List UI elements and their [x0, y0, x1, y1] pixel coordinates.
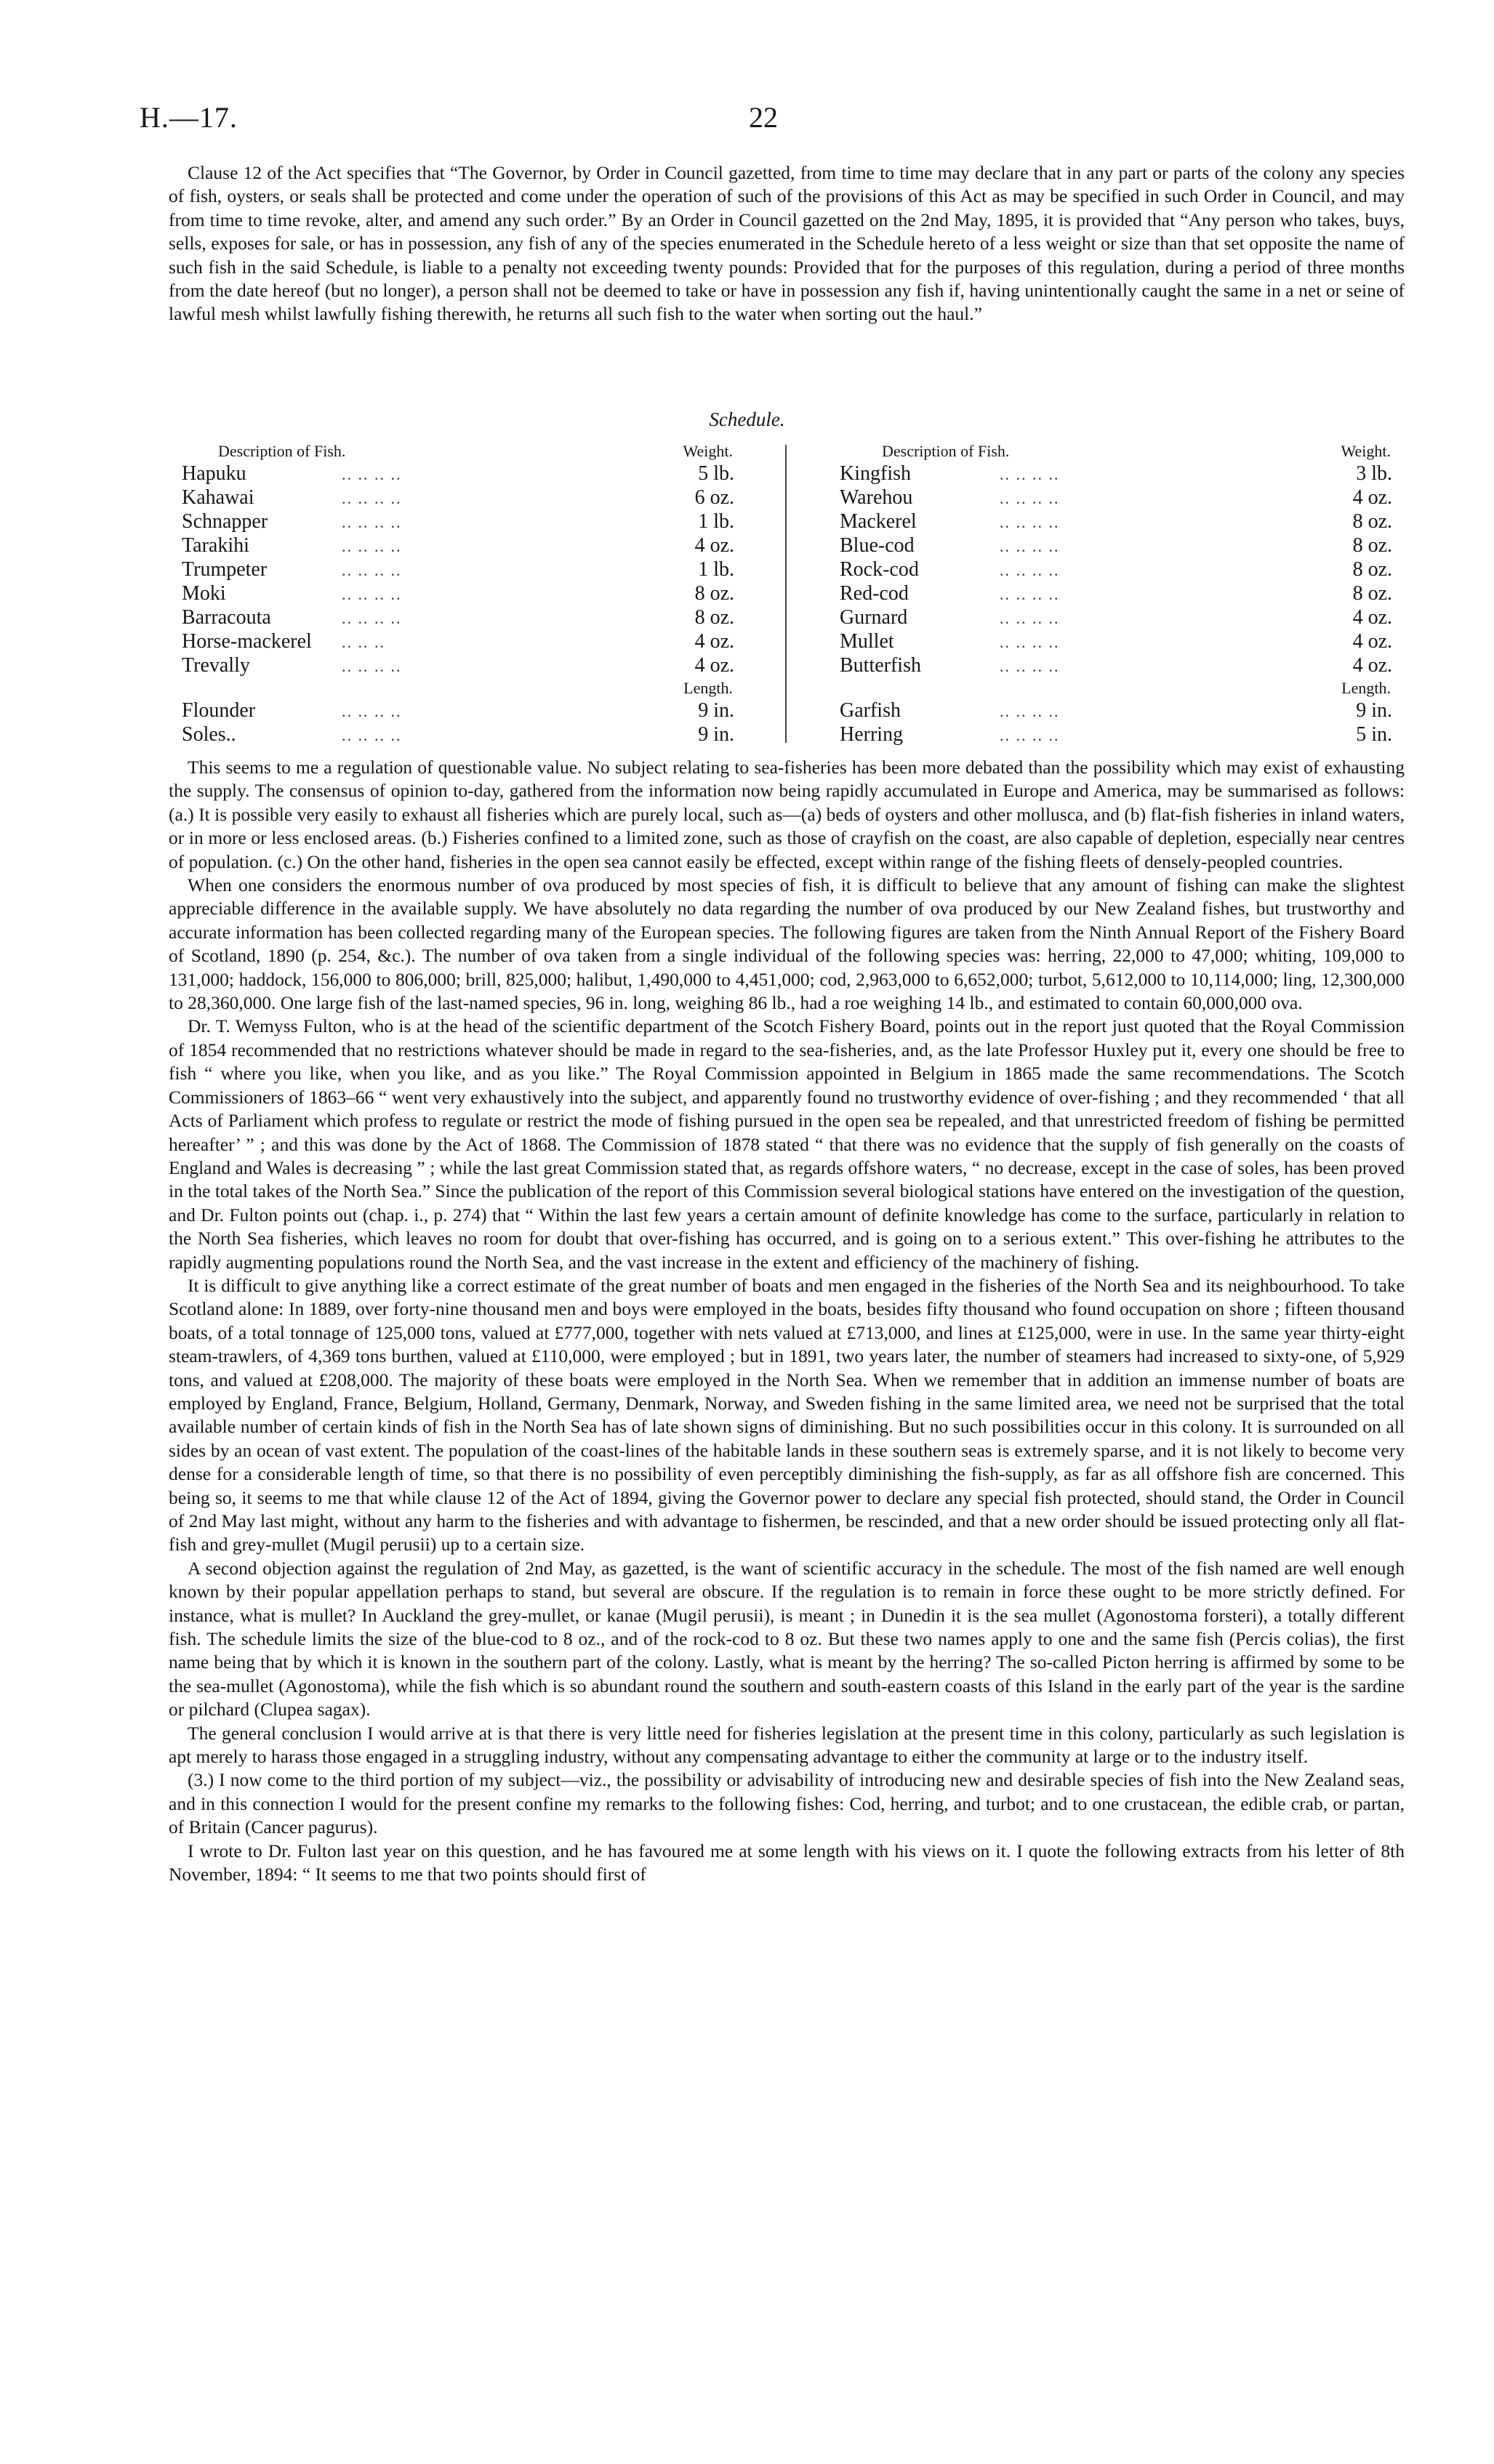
fish-name: Butterfish [840, 654, 921, 677]
minimum-size-value: 4 oz. [1352, 486, 1392, 509]
leader-dots: .. .. .. .. [342, 657, 402, 675]
schedule-row [182, 654, 734, 678]
leader-dots: .. .. .. .. [1000, 657, 1060, 675]
report-reference: H.—17. [140, 101, 238, 134]
schedule-title: Schedule. [709, 408, 785, 430]
leader-dots: .. .. .. .. [342, 537, 402, 555]
schedule-row [840, 723, 1392, 747]
fish-name: Trevally [182, 654, 250, 677]
fish-name: Flounder [182, 699, 256, 722]
paragraph-north-sea-boats: It is difficult to give anything like a correct estimate of the great number of boats and men engaged in the fisheries of the North Sea and its neighbourhood. To take Scotland alone: In 1889, over forty-nine thousand men and boys were employed in the boats, besides fifty thousand who found occupation on shore ; fifteen thousand boats, of a total tonnage of 125,000 tons, valued at £777,000, together with nets valued at £713,000, and lines at £125,000, were in use. In the same year thirty-eight steam-trawlers, of 4,369 tons burthen, valued at £110,000, were employed ; but in 1891, two years later, the number of steamers had increased to sixty-one, of 5,929 tons, and valued at £208,000. The majority of these boats were employed in the North Sea. When we remember that in addition an immense number of boats are employed by England, France, Belgium, Holland, Germany, Denmark, Norway, and Sweden fishing in the same limited area, we need not be surprised that the total available number of certain kinds of fish in the North Sea has of late shown signs of diminishing. But no such possibilities occur in this colony. It is surrounded on all sides by an ocean of vast extent. The population of the coast-lines of the habitable lands in these southern seas is extremely sparse, and it is not likely to become very dense for a considerable length of time, so that there is no possibility of even perceptibly diminishing the fish-supply, as far as all offshore fish are concerned. This being so, it seems to me that while clause 12 of the Act of 1894, giving the Governor power to declare any special fish protected, should stand, the Order in Council of 2nd May last might, without any harm to the fisheries and with advantage to fishermen, be rescinded, and that a new order should be issued protecting only all flat-fish and grey-mullet (Mugil perusii) up to a certain size. [169, 1274, 1405, 1555]
left-desc-header: Description of Fish. [218, 442, 346, 460]
leader-dots: .. .. .. [342, 633, 385, 651]
right-weight-header: Weight. [1341, 442, 1391, 460]
fish-name: Mackerel [840, 510, 917, 533]
paragraph-fulton-report: Dr. T. Wemyss Fulton, who is at the head of the scientific department of the Scotch Fishery Board, points out in the report just quoted that the Royal Commission of 1854 recommended that no restrictions whatever should be made in regard to the sea-fisheries, and, as the late Professor Huxley put it, every one should be free to fish “ where you like, when you like, and as you like.” The Royal Commission appointed in Belgium in 1865 made the same recommendations. The Scotch Commissioners of 1863–66 “ went very exhaustively into the subject, and apparently found no trustworthy evidence of over-fishing ; and they recommended ‘ that all Acts of Parliament which profess to regulate or restrict the mode of fishing pursued in the open sea be repealed, and that unrestricted freedom of fishing be permitted hereafter’ ” ; and this was done by the Act of 1868. The Commission of 1878 stated “ that there was no evidence that the supply of fish generally on the coasts of England and Wales is decreasing ” ; while the last great Commission stated that, as regards offshore waters, “ no decrease, except in the case of soles, has been proved in the total takes of the North Sea.” Since the publication of the report of this Commission several biological stations have entered on the investigation of the question, and Dr. Fulton points out (chap. i., p. 274) that “ Within the last few years a certain amount of definite knowledge has come to the surface, particularly in relation to the North Sea fisheries, which leaves no room for doubt that over-fishing has occurred, and is going on to a serious extent.” This over-fishing he attributes to the rapidly augmenting populations round the North Sea, and the vast increase in the extent and efficiency of the machinery of fishing. [169, 1015, 1405, 1273]
page-number: 22 [749, 101, 778, 134]
schedule-row [182, 630, 734, 654]
fish-name: Soles.. [182, 723, 236, 746]
minimum-size-value: 4 oz. [1352, 606, 1392, 629]
schedule-row [182, 699, 734, 723]
minimum-size-value: 9 in. [698, 723, 734, 746]
leader-dots: .. .. .. .. [1000, 489, 1060, 507]
schedule-row [840, 486, 1392, 510]
leader-dots: .. .. .. .. [1000, 537, 1060, 555]
main-body [169, 756, 1405, 1887]
schedule-row [840, 606, 1392, 630]
minimum-size-value: 4 oz. [694, 630, 734, 653]
fish-name: Warehou [840, 486, 913, 509]
fish-name: Rock-cod [840, 558, 919, 581]
schedule-divider [785, 445, 787, 743]
schedule-row [840, 534, 1392, 558]
fish-name: Red-cod [840, 582, 909, 605]
minimum-size-value: 8 oz. [694, 582, 734, 605]
leader-dots: .. .. .. .. [342, 465, 402, 483]
schedule-row [182, 510, 734, 534]
schedule-row [840, 462, 1392, 486]
minimum-size-value: 1 lb. [698, 558, 734, 581]
paragraph-scientific-accuracy: A second objection against the regulation of 2nd May, as gazetted, is the want of scientific accuracy in the schedule. The most of the fish named are well enough known by their popular appellation perhaps to stand, but several are obscure. If the regulation is to remain in force these ought to be more strictly defined. For instance, what is mullet? In Auckland the grey-mullet, or kanae (Mugil perusii), is meant ; in Dunedin it is the sea mullet (Agonostoma forsteri), a totally different fish. The schedule limits the size of the blue-cod to 8 oz., and of the rock-cod to 8 oz. But these two names apply to one and the same fish (Percis colias), the first name being that by which it is known in the southern part of the colony. Lastly, what is meant by the herring? The so-called Picton herring is affirmed by some to be the sea-mullet (Agonostoma), while the fish which is so abundant round the southern and south-eastern coasts of this Island in the early part of the year is the sardine or pilchard (Clupea sagax). [169, 1557, 1405, 1720]
schedule-row [182, 462, 734, 486]
fish-name: Tarakihi [182, 534, 249, 557]
leader-dots: .. .. .. .. [1000, 633, 1060, 651]
leader-dots: .. .. .. .. [1000, 561, 1060, 579]
leader-dots: .. .. .. .. [1000, 702, 1060, 720]
minimum-size-value: 8 oz. [1352, 558, 1392, 581]
fish-name: Kingfish [840, 462, 911, 485]
schedule-row [182, 534, 734, 558]
fish-name: Moki [182, 582, 226, 605]
minimum-size-value: 8 oz. [694, 606, 734, 629]
minimum-size-value: 1 lb. [698, 510, 734, 533]
fish-name: Blue-cod [840, 534, 915, 557]
intro-section [169, 161, 1405, 326]
schedule-row [182, 558, 734, 582]
minimum-size-value: 8 oz. [1352, 534, 1392, 557]
schedule-row [840, 699, 1392, 723]
minimum-size-value: 9 in. [698, 699, 734, 722]
leader-dots: .. .. .. .. [342, 513, 402, 531]
intro-paragraph: Clause 12 of the Act specifies that “The Governor, by Order in Council gazetted, from time to time may declare that in any part or parts of the colony any species of fish, oysters, or seals shall be protected and come under the operation of such of the provisions of this Act as may be specified in such Order in Council, and may from time to time revoke, alter, and amend any such order.” By an Order in Council gazetted on the 2nd May, 1895, it is provided that “Any person who takes, buys, sells, exposes for sale, or has in possession, any fish of any of the species enumerated in the Schedule hereto of a less weight or size than that set opposite the name of such fish in the said Schedule, is liable to a penalty not exceeding twenty pounds: Provided that for the purposes of this regulation, during a period of three months from the date hereof (but no longer), a person shall not be deemed to take or have in possession any fish if, having unintentionally caught the same in a net or seine of lawful mesh whilst lawfully fishing therewith, he returns all such fish to the water when sorting out the haul.” [169, 162, 1405, 325]
leader-dots: .. .. .. .. [1000, 726, 1060, 744]
fish-name: Horse-mackerel [182, 630, 312, 653]
leader-dots: .. .. .. .. [342, 609, 402, 627]
minimum-size-value: 4 oz. [1352, 630, 1392, 653]
fish-name: Barracouta [182, 606, 271, 629]
schedule-row [840, 582, 1392, 606]
minimum-size-value: 5 in. [1356, 723, 1392, 746]
leader-dots: .. .. .. .. [1000, 609, 1060, 627]
paragraph-ova: When one considers the enormous number of ova produced by most species of fish, it is difficult to believe that any amount of fishing can make the slightest appreciable difference in the available supply. We have absolutely no data regarding the number of ova produced by our New Zealand fishes, but trustworthy and accurate information has been collected regarding many of the European species. The following figures are taken from the Ninth Annual Report of the Fishery Board of Scotland, 1890 (p. 254, &c.). The number of ova taken from a single individual of the following species was: herring, 22,000 to 47,000; whiting, 109,000 to 131,000; haddock, 156,000 to 806,000; brill, 825,000; halibut, 1,490,000 to 4,451,000; cod, 2,963,000 to 6,652,000; turbot, 5,612,000 to 10,114,000; ling, 12,300,000 to 28,360,000. One large fish of the last-named species, 96 in. long, weighing 86 lb., had a roe weighing 14 lb., and estimated to contain 60,000,000 ova. [169, 874, 1405, 1014]
left-length-header: Length. [683, 679, 733, 697]
schedule-row [182, 582, 734, 606]
minimum-size-value: 3 lb. [1356, 462, 1392, 485]
minimum-size-value: 4 oz. [694, 534, 734, 557]
schedule-row [840, 558, 1392, 582]
minimum-size-value: 5 lb. [698, 462, 734, 485]
paragraph-fulton-letter: I wrote to Dr. Fulton last year on this question, and he has favoured me at some length with his views on it. I quote the following extracts from his letter of 8th November, 1894: “ It seems to me that two points should first of [169, 1840, 1405, 1885]
leader-dots: .. .. .. .. [342, 726, 402, 744]
minimum-size-value: 6 oz. [694, 486, 734, 509]
schedule-row [840, 654, 1392, 678]
minimum-size-value: 4 oz. [1352, 654, 1392, 677]
fish-name: Kahawai [182, 486, 254, 509]
paragraph-general-conclusion: The general conclusion I would arrive at is that there is very little need for fisheries legislation at the present time in this colony, particularly as such legislation is apt merely to harass those engaged in a struggling industry, without any compensating advantage to either the community at large or to the industry itself. [169, 1722, 1405, 1768]
leader-dots: .. .. .. .. [342, 561, 402, 579]
leader-dots: .. .. .. .. [1000, 465, 1060, 483]
paragraph-new-species: (3.) I now come to the third portion of my subject—viz., the possibility or advisability of introducing new and desirable species of fish into the New Zealand seas, and in this connection I would for the present confine my remarks to the following fishes: Cod, herring, and turbot; and to one crustacean, the edible crab, or partan, of Britain (Cancer pagurus). [169, 1769, 1405, 1838]
fish-name: Hapuku [182, 462, 246, 485]
leader-dots: .. .. .. .. [1000, 585, 1060, 603]
fish-name: Gurnard [840, 606, 908, 629]
leader-dots: .. .. .. .. [1000, 513, 1060, 531]
right-length-header: Length. [1341, 679, 1391, 697]
minimum-size-value: 4 oz. [694, 654, 734, 677]
schedule-row [840, 510, 1392, 534]
leader-dots: .. .. .. .. [342, 702, 402, 720]
schedule-row [182, 606, 734, 630]
minimum-size-value: 9 in. [1356, 699, 1392, 722]
left-weight-header: Weight. [683, 442, 733, 460]
leader-dots: .. .. .. .. [342, 585, 402, 603]
fish-name: Mullet [840, 630, 894, 653]
fish-name: Garfish [840, 699, 901, 722]
minimum-size-value: 8 oz. [1352, 582, 1392, 605]
fish-name: Schnapper [182, 510, 268, 533]
schedule-row [840, 630, 1392, 654]
paragraph-conservation: This seems to me a regulation of questionable value. No subject relating to sea-fisheries has been more debated than the possibility which may exist of exhausting the supply. The consensus of opinion to-day, gathered from the information now being rapidly accumulated in Europe and America, may be summarised as follows: (a.) It is possible very easily to exhaust all fisheries which are purely local, such as—(a) beds of oysters and other mollusca, and (b) flat-fish fisheries in inland waters, or in more or less enclosed areas. (b.) Fisheries confined to a limited zone, such as those of crayfish on the coast, are also capable of depletion, especially near centres of population. (c.) On the other hand, fisheries in the open sea cannot easily be effected, except within range of the fishing fleets of densely-peopled countries. [169, 757, 1405, 872]
fish-name: Herring [840, 723, 904, 746]
fish-name: Trumpeter [182, 558, 268, 581]
minimum-size-value: 8 oz. [1352, 510, 1392, 533]
right-desc-header: Description of Fish. [882, 442, 1010, 460]
schedule-row [182, 723, 734, 747]
schedule-row [182, 486, 734, 510]
leader-dots: .. .. .. .. [342, 489, 402, 507]
